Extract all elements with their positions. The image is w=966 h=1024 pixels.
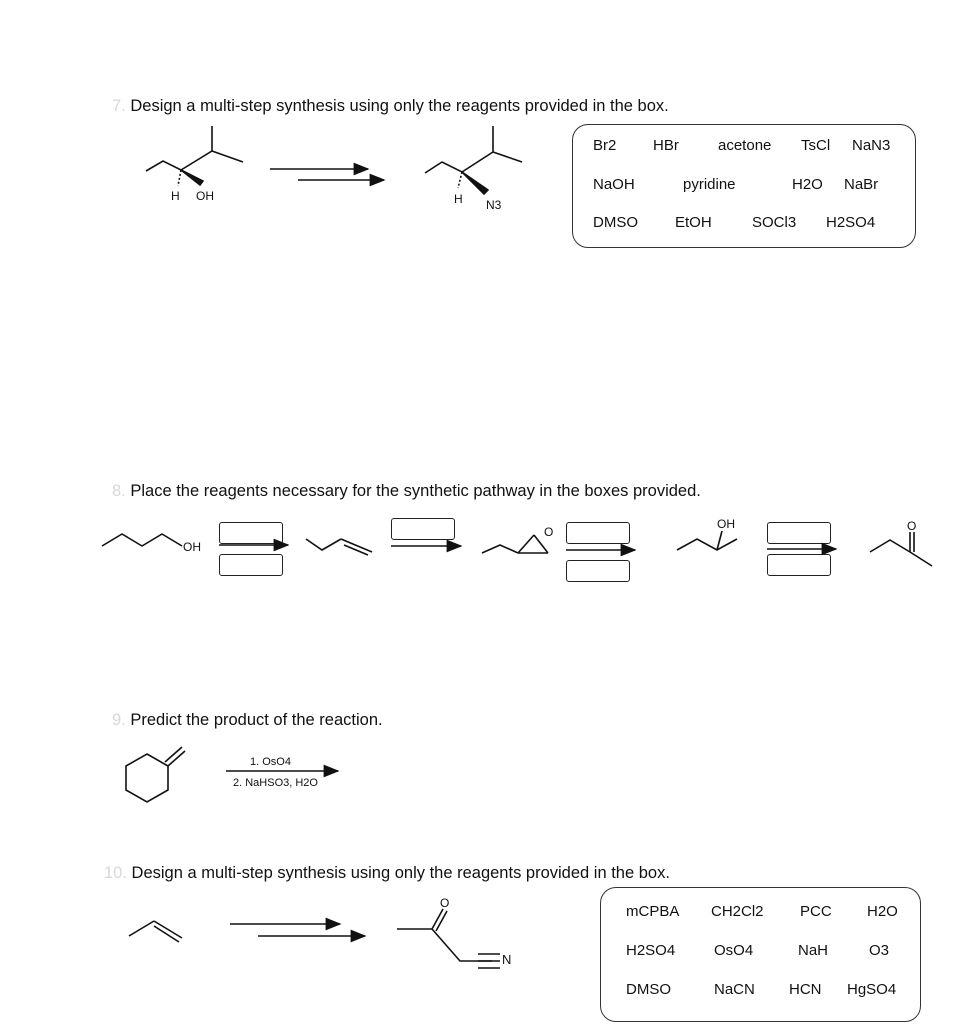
q1-reagent-etoh: EtOH — [675, 214, 712, 231]
q4-reagent-h2o: H2O — [867, 903, 898, 920]
q2-oh-label-2: OH — [717, 517, 735, 531]
q1-reagent-dmso: DMSO — [593, 214, 638, 231]
q3-reaction — [126, 747, 338, 802]
q1-reagent-tscl: TsCl — [801, 137, 831, 154]
q1-reagent-h2o: H2O — [792, 176, 823, 193]
q3-condition-1: 1. OsO4 — [250, 756, 291, 768]
q4-reagent-hcn: HCN — [789, 981, 822, 998]
q4-reagent-mcpba: mCPBA — [626, 903, 680, 920]
q1-start-oh-label: OH — [196, 189, 214, 203]
q4-reagent-pcc: PCC — [800, 903, 832, 920]
q4-reagent-o3: O3 — [869, 942, 890, 959]
q1-reagent-nabr: NaBr — [844, 176, 879, 193]
q4-reagent-nacn: NaCN — [714, 981, 755, 998]
q1-start-h-label: H — [171, 189, 180, 203]
q1-starting-material — [146, 126, 243, 186]
q2-oh-label-1: OH — [183, 540, 201, 554]
q4-reagent-oso4: OsO4 — [714, 942, 754, 959]
q4-reagent-dmso: DMSO — [626, 981, 671, 998]
q4-reaction — [129, 909, 500, 968]
question-2-number: 8. — [112, 482, 126, 500]
q1-reagent-nan3: NaN3 — [852, 137, 891, 154]
q4-reagent-ch2cl2: CH2Cl2 — [711, 903, 764, 920]
q4-product-o-label: O — [440, 896, 450, 910]
q1-reagent-h2so4: H2SO4 — [826, 214, 876, 231]
q1-product-h-label: H — [454, 192, 463, 206]
q1-reagent-acetone: acetone — [718, 137, 772, 154]
q2-pathway — [102, 531, 932, 566]
question-2-text: Place the reagents necessary for the synthetic pathway in the boxes provided. — [130, 482, 701, 500]
q1-reagent-hbr: HBr — [653, 137, 679, 154]
q4-product-n-label: N — [502, 952, 512, 967]
q1-reagent-socl3: SOCl3 — [752, 214, 797, 231]
question-4-text: Design a multi-step synthesis using only the reagents provided in the box. — [131, 864, 670, 882]
q1-reagent-pyridine: pyridine — [683, 176, 736, 193]
question-3-number: 9. — [112, 711, 126, 729]
question-4-number: 10. — [104, 864, 127, 882]
q1-reagent-naoh: NaOH — [593, 176, 635, 193]
q1-reaction-arrows — [270, 169, 384, 180]
q4-reagent-hgso4: HgSO4 — [847, 981, 897, 998]
q1-reagent-br2: Br2 — [593, 137, 617, 154]
question-3-text: Predict the product of the reaction. — [130, 711, 383, 729]
q2-ketone-o-label: O — [907, 519, 917, 533]
q4-reagent-nah: NaH — [798, 942, 829, 959]
q1-product-n3-label: N3 — [486, 198, 502, 212]
q2-epoxide-o-label: O — [544, 525, 554, 539]
q4-reagent-h2so4: H2SO4 — [626, 942, 676, 959]
question-1-number: 7. — [112, 97, 126, 115]
q3-condition-2: 2. NaHSO3, H2O — [233, 777, 318, 789]
q1-product — [425, 126, 522, 194]
question-1-text: Design a multi-step synthesis using only the reagents provided in the box. — [130, 97, 669, 115]
